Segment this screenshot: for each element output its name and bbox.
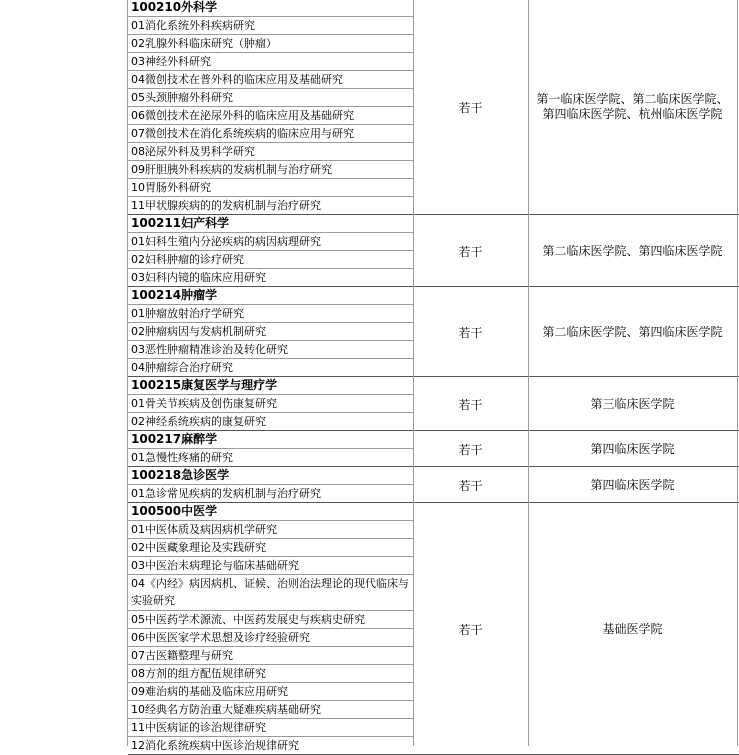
enrollment-count: 若干 [458,442,483,457]
direction-item: 11中医病证的诊治规律研究 [128,719,413,737]
college-name: 第三临床医学院 [590,396,675,411]
direction-item: 07微创技术在消化系统疾病的临床应用与研究 [128,125,413,143]
column-divider [413,0,414,746]
direction-item: 03妇科内镜的临床应用研究 [128,269,413,287]
section-title: 100500中医学 [128,503,413,521]
direction-item: 02神经系统疾病的康复研究 [128,413,413,431]
direction-item: 09难治病的基础及临床应用研究 [128,683,413,701]
direction-item: 02妇科肿瘤的诊疗研究 [128,251,413,269]
direction-item: 08泌尿外科及男科学研究 [128,143,413,161]
section-block [128,0,739,215]
section-block [128,503,739,755]
college-name: 第二临床医学院、第四临床医学院 [542,243,723,258]
section-title: 100217麻醉学 [128,431,413,449]
enrollment-count: 若干 [458,622,483,637]
direction-item: 04肿瘤综合治疗研究 [128,359,413,377]
direction-item: 08方剂的组方配伍规律研究 [128,665,413,683]
direction-item: 01骨关节疾病及创伤康复研究 [128,395,413,413]
direction-item: 01消化系统外科疾病研究 [128,17,413,35]
column-divider [737,0,738,746]
enrollment-count: 若干 [458,100,483,115]
section-title: 100211妇产科学 [128,215,413,233]
direction-item: 05头颈肿瘤外科研究 [128,89,413,107]
college-name: 第四临床医学院 [590,477,675,492]
direction-item: 11甲状腺疾病的的发病机制与治疗研究 [128,197,413,215]
direction-item: 01中医体质及病因病机学研究 [128,521,413,539]
section-block [128,431,739,467]
direction-item: 12消化系统疾病中医诊治规律研究 [128,737,413,755]
column-divider [528,0,529,746]
blank-left-column [0,0,128,746]
direction-item: 05中医药学术源流、中医药发展史与疾病史研究 [128,611,413,629]
section-title: 100215康复医学与理疗学 [128,377,413,395]
direction-item: 10经典名方防治重大疑难疾病基础研究 [128,701,413,719]
direction-item: 02乳腺外科临床研究（肿瘤） [128,35,413,53]
enrollment-count: 若干 [458,244,483,259]
enrollment-count: 若干 [458,478,483,493]
section-block [128,287,739,377]
direction-item: 07古医籍整理与研究 [128,647,413,665]
direction-item: 01急慢性疼痛的研究 [128,449,413,467]
direction-item: 02中医藏象理论及实践研究 [128,539,413,557]
direction-item: 04微创技术在普外科的临床应用及基础研究 [128,71,413,89]
section-block [128,377,739,431]
direction-item: 06中医医家学术思想及诊疗经验研究 [128,629,413,647]
direction-item: 03恶性肿瘤精准诊治及转化研究 [128,341,413,359]
direction-item: 09肝胆胰外科疾病的发病机制与治疗研究 [128,161,413,179]
college-name: 第一临床医学院、第二临床医学院、第四临床医学院、杭州临床医学院 [536,92,729,121]
college-name: 第四临床医学院 [590,441,675,456]
direction-item: 01妇科生殖内分泌疾病的病因病理研究 [128,233,413,251]
enrollment-count: 若干 [458,325,483,340]
direction-item: 04《内经》病因病机、证候、治则治法理论的现代临床与实验研究 [128,575,413,611]
section-block [128,215,739,287]
direction-item: 02肿瘤病因与发病机制研究 [128,323,413,341]
college-name: 第二临床医学院、第四临床医学院 [542,324,723,339]
direction-item: 03中医治未病理论与临床基础研究 [128,557,413,575]
section-block [128,467,739,503]
direction-item: 10胃肠外科研究 [128,179,413,197]
college-name: 基础医学院 [602,621,663,636]
section-title: 100218急诊医学 [128,467,413,485]
enrollment-count: 若干 [458,397,483,412]
direction-item: 03神经外科研究 [128,53,413,71]
section-title: 100214肿瘤学 [128,287,413,305]
direction-item: 01急诊常见疾病的发病机制与治疗研究 [128,485,413,503]
direction-item: 06微创技术在泌尿外科的临床应用及基础研究 [128,107,413,125]
section-title: 100210外科学 [128,0,413,17]
direction-item: 01肿瘤放射治疗学研究 [128,305,413,323]
